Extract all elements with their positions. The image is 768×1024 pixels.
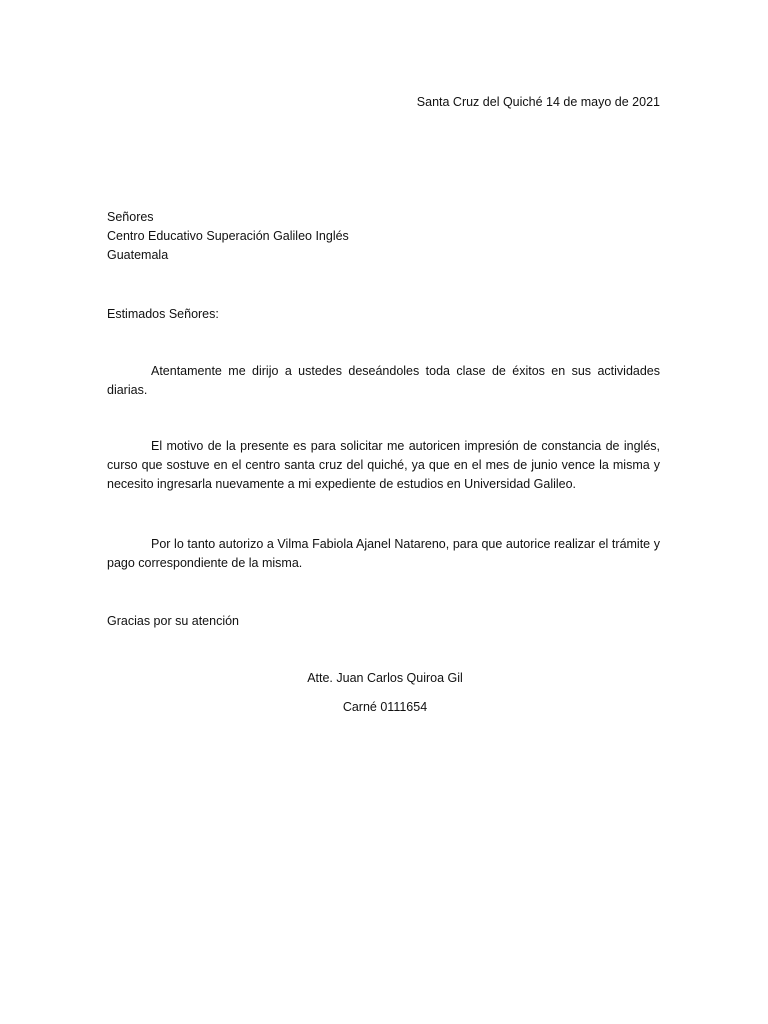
paragraph-authorization: Por lo tanto autorizo a Vilma Fabiola Ajanel Natareno, para que autorice realizar el trámite y pago correspondiente de la misma. — [107, 537, 660, 570]
signature-name: Atte. Juan Carlos Quiroa Gil — [307, 671, 463, 685]
recipient-location: Guatemala — [107, 248, 169, 262]
greeting: Estimados Señores: — [107, 307, 219, 321]
recipient-organization: Centro Educativo Superación Galileo Inglés — [107, 229, 349, 243]
paragraph-intro: Atentamente me dirijo a ustedes deseándoles toda clase de éxitos en sus actividades diarias. — [107, 364, 660, 397]
paragraph-reason: El motivo de la presente es para solicitar me autoricen impresión de constancia de inglés, curso que sostuve en el centro santa cruz del quiché, ya que en el mes de junio vence la misma y necesito ingresarla nuevamente a mi expediente de estudios en Universidad Galileo. — [107, 439, 660, 491]
student-id: Carné 0111654 — [342, 700, 428, 714]
closing-text: Gracias por su atención — [107, 614, 240, 628]
date-line: Santa Cruz del Quiché 14 de mayo de 2021 — [416, 95, 660, 109]
recipient-block — [107, 208, 567, 265]
recipient-title: Señores — [107, 210, 154, 224]
